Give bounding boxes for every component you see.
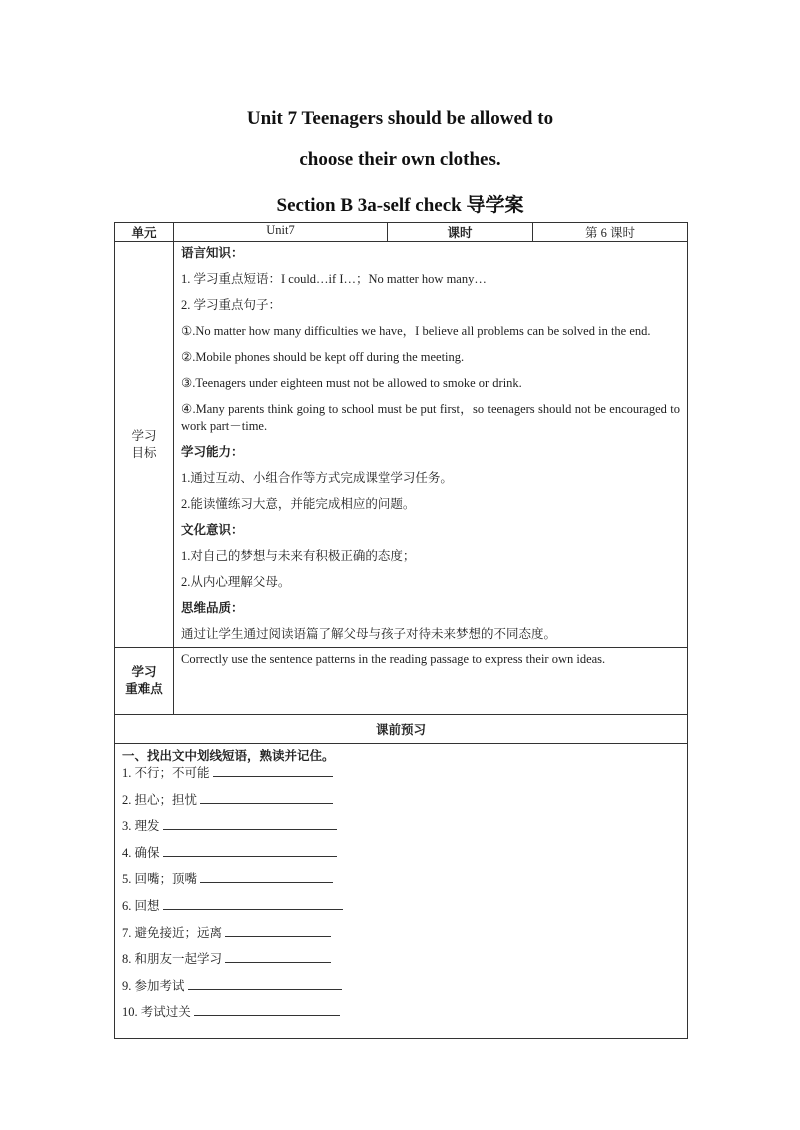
difficulties-text: Correctly use the sentence patterns in the reading passage to express their own ideas.	[174, 648, 688, 715]
preview-item-3	[122, 817, 680, 834]
preview-item-label: 2. 担心；担忧	[122, 792, 198, 807]
preview-task: 一、找出文中划线短语，熟读并记住。	[122, 749, 335, 763]
preview-item-label: 8. 和朋友一起学习	[122, 952, 223, 967]
title-line-1: Unit 7 Teenagers should be allowed to	[246, 108, 554, 129]
preview-item-2	[122, 791, 680, 808]
preview-item-label: 1. 不行；不可能	[122, 766, 210, 780]
answer-blank[interactable]	[188, 977, 342, 990]
unit-label: 单元	[115, 223, 174, 242]
preview-item-7	[122, 924, 680, 941]
answer-blank[interactable]	[225, 924, 331, 937]
culture-item-2: 2.从内心理解父母。	[181, 575, 291, 589]
answer-blank[interactable]	[225, 950, 331, 963]
culture-heading: 文化意识：	[181, 523, 244, 537]
unit-value: Unit7	[174, 223, 388, 242]
preview-item-9	[122, 977, 680, 994]
culture-item-1: 1.对自己的梦想与未来有积极正确的态度；	[181, 549, 416, 563]
goals-label-line-1: 学习	[131, 428, 157, 443]
preview-item-5	[122, 870, 680, 887]
preview-item-1	[122, 764, 680, 781]
answer-blank[interactable]	[163, 817, 337, 830]
language-heading: 语言知识：	[181, 246, 244, 260]
key-sentence-1: ①.No matter how many difficulties we have，I believe all problems can be solved in the end.	[181, 324, 651, 338]
preview-item-4	[122, 844, 680, 861]
preview-item-label: 7. 避免接近；远离	[122, 925, 223, 940]
answer-blank[interactable]	[200, 791, 333, 804]
ability-item-1: 1.通过互动、小组合作等方式完成课堂学习任务。	[181, 471, 453, 485]
preview-heading: 课前预习	[115, 715, 688, 744]
thinking-heading: 思维品质：	[181, 601, 244, 615]
goals-label	[115, 242, 174, 648]
key-sentence-2: ②.Mobile phones should be kept off during the meeting.	[181, 350, 465, 364]
key-sentence-4: ④.Many parents think going to school must be put first，so teenagers should not be encouraged to work part－time.	[181, 402, 680, 433]
preview-content	[115, 744, 688, 1039]
preview-heading-row	[115, 715, 688, 744]
study-guide-table	[114, 222, 688, 1039]
answer-blank[interactable]	[163, 897, 343, 910]
key-sentences-heading: 2. 学习重点句子：	[181, 298, 282, 312]
difficulties-row	[115, 648, 688, 715]
goals-row	[115, 242, 688, 648]
preview-item-label: 3. 理发	[122, 819, 160, 834]
key-phrases: 1. 学习重点短语：I could…if I…；No matter how many…	[181, 272, 487, 286]
thinking-item: 通过让学生通过阅读语篇了解父母与孩子对待未来梦想的不同态度。	[181, 627, 557, 641]
preview-item-label: 10. 考试过关	[122, 1005, 191, 1020]
lesson-value: 第 6 课时	[533, 223, 688, 242]
answer-blank[interactable]	[194, 1003, 340, 1016]
answer-blank[interactable]	[200, 870, 333, 883]
preview-item-10	[122, 1003, 680, 1020]
preview-item-label: 9. 参加考试	[122, 978, 185, 993]
preview-item-label: 6. 回想	[122, 898, 160, 913]
difficulties-label-line-1: 学习	[131, 665, 157, 679]
preview-item-label: 5. 回嘴；顶嘴	[122, 872, 198, 887]
goals-label-line-2: 目标	[131, 445, 157, 460]
title-line-3: Section B 3a-self check 导学案	[276, 195, 524, 216]
ability-item-2: 2.能读懂练习大意，并能完成相应的问题。	[181, 497, 416, 511]
key-sentence-3: ③.Teenagers under eighteen must not be allowed to smoke or drink.	[181, 376, 522, 390]
difficulties-label	[115, 648, 174, 715]
answer-blank[interactable]	[163, 844, 337, 857]
goals-content	[174, 242, 688, 648]
preview-item-8	[122, 950, 680, 967]
preview-row	[115, 744, 688, 1039]
header-row	[115, 223, 688, 242]
ability-heading: 学习能力：	[181, 445, 244, 459]
lesson-label: 课时	[388, 223, 533, 242]
difficulties-label-line-2: 重难点	[125, 682, 163, 696]
preview-item-label: 4. 确保	[122, 845, 160, 860]
preview-item-6	[122, 897, 680, 914]
answer-blank[interactable]	[213, 764, 333, 777]
title-line-2: choose their own clothes.	[299, 149, 501, 170]
